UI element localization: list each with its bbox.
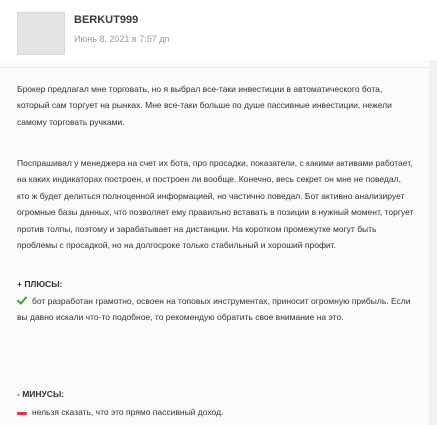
review-date[interactable]: Июнь 8, 2021 в 7:57 дп: [74, 34, 170, 44]
cons-title: - МИНУСЫ:: [17, 389, 65, 399]
default-avatar-icon: [18, 13, 64, 54]
scrollbar[interactable]: [429, 60, 437, 425]
cons-text: нельзя сказать, что это прямо пассивный доход.: [32, 407, 224, 417]
review-header: [0, 0, 437, 60]
divider: [0, 67, 437, 68]
author-name[interactable]: BERKUT999: [74, 14, 139, 26]
review-paragraph-2: Поспрашивал у менеджера на счет их бота, про просадки, показатели, с какими активами работает, на каких индикаторах построен, и построен ли вообще. Конечно, весь секрет он мне не поведал, кто ж будет делиться полноценной информацией, но частично поведал. Бот активно анализирует огромные базы данных, что позволяет ему правильно вставать в позиции в нужный момент, торгует против толпы, поэтому и зарабатывает на дистанции. На коротком промежутке могут быть проблемы с просадкой, но на долгосроке только стабильный и хороший профит.: [17, 158, 414, 251]
pros-item: [17, 293, 415, 326]
avatar: [17, 12, 65, 55]
pros-text: бот разработан грамотно, освоен на топовых инструментах, приносит огромную прибыль. Если вы давно искали что-то подобное, то рекомендую обратить свое внимание на это.: [17, 296, 411, 323]
minus-icon: [17, 412, 27, 415]
review-paragraph-1: Брокер предлагал мне торговать, но я выбрал все-таки инвестиции в автоматического бота, который сам торгует на рынках. Мне все-таки больше по душе пассивные инвестиции, нежели самому торговать ручками.: [17, 84, 392, 127]
pros-title: + ПЛЮСЫ:: [17, 279, 63, 289]
check-icon: [17, 296, 27, 305]
